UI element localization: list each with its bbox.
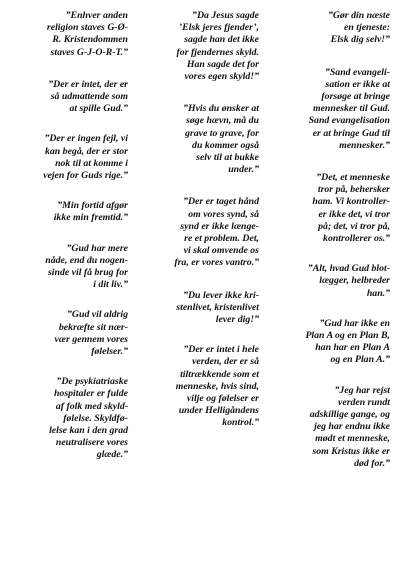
quote: ”Jeg har rejst verden rundt adskillige gange, og jeg har endnu ikke mødt et menneske, som Kristus ikke er død for.”	[309, 384, 390, 469]
quote: ”Der er ingen fejl, vi kan begå, der er stor nok til at komme i vejen for Guds rige.”	[43, 133, 128, 182]
quote-column-3	[268, 4, 394, 570]
quote: ”Sand evangeli- sation er ikke at forsøge at bringe mennesker til Gud. Sand evangelisation er at bringe Gud til mennesker.”	[308, 66, 390, 151]
quote: ”Gud vil aldrig bekræfte sit nær- vær gennem vores følelser.”	[54, 309, 128, 358]
quote: ”Gud har mere nåde, end du nogen- sinde vil få brug for i dit liv.”	[45, 242, 128, 291]
quote: ”Gør din næste en tjeneste: Elsk dig selv!”	[327, 10, 390, 46]
quote: ”De psykiatriaske hospitaler er fulde af folk med skyld- følelse. Skyldfø- lelse kan i den grad neutralisere vores glæde.”	[49, 376, 128, 461]
quote: ”Alt, hvad Gud blot- lægger, helbreder han.”	[307, 263, 390, 299]
quote: ”Min fortid afgør ikke min fremtid.”	[53, 200, 128, 224]
quote: ”Da Jesus sagde ’Elsk jeres fjender’, sagde han det ikke for fjendernes skyld. Han sagde det for vores egen skyld!”	[176, 10, 259, 83]
quote: ”Det, et menneske tror på, behersker ham. Vi kontroller- er ikke det, vi tror på; det, vi tror på, kontrollerer os.”	[312, 172, 390, 245]
quote-column-2	[137, 4, 263, 570]
quote: ”Enhver anden religion staves G-Ø- R. Kristendommen staves G-J-O-R-T.”	[46, 10, 128, 58]
quote: ”Hvis du ønsker at søge hævn, må du grave to grave, for du kommer også selv til at bukke under.”	[183, 103, 259, 176]
quote: ”Der er intet i hele verden, der er så tiltrækkende som et menneske, hvis sind, vilje og følelser er under Helligåndens kontrol.”	[175, 344, 259, 429]
quote-column-1	[6, 4, 132, 570]
quote: ”Du lever ikke kri- stenlivet, kristenlivet lever dig!”	[176, 289, 259, 326]
quote: ”Gud har ikke en Plan A og en Plan B, han har en Plan A og en Plan A.”	[305, 317, 390, 366]
quote: ”Der er taget hånd om vores synd, så synd er ikke længe- re et problem. Det, vi skal omvende os fra, er vores vantro.”	[174, 196, 259, 269]
quote: ”Der er intet, der er så udmattende som at spille Gud.”	[48, 78, 128, 115]
